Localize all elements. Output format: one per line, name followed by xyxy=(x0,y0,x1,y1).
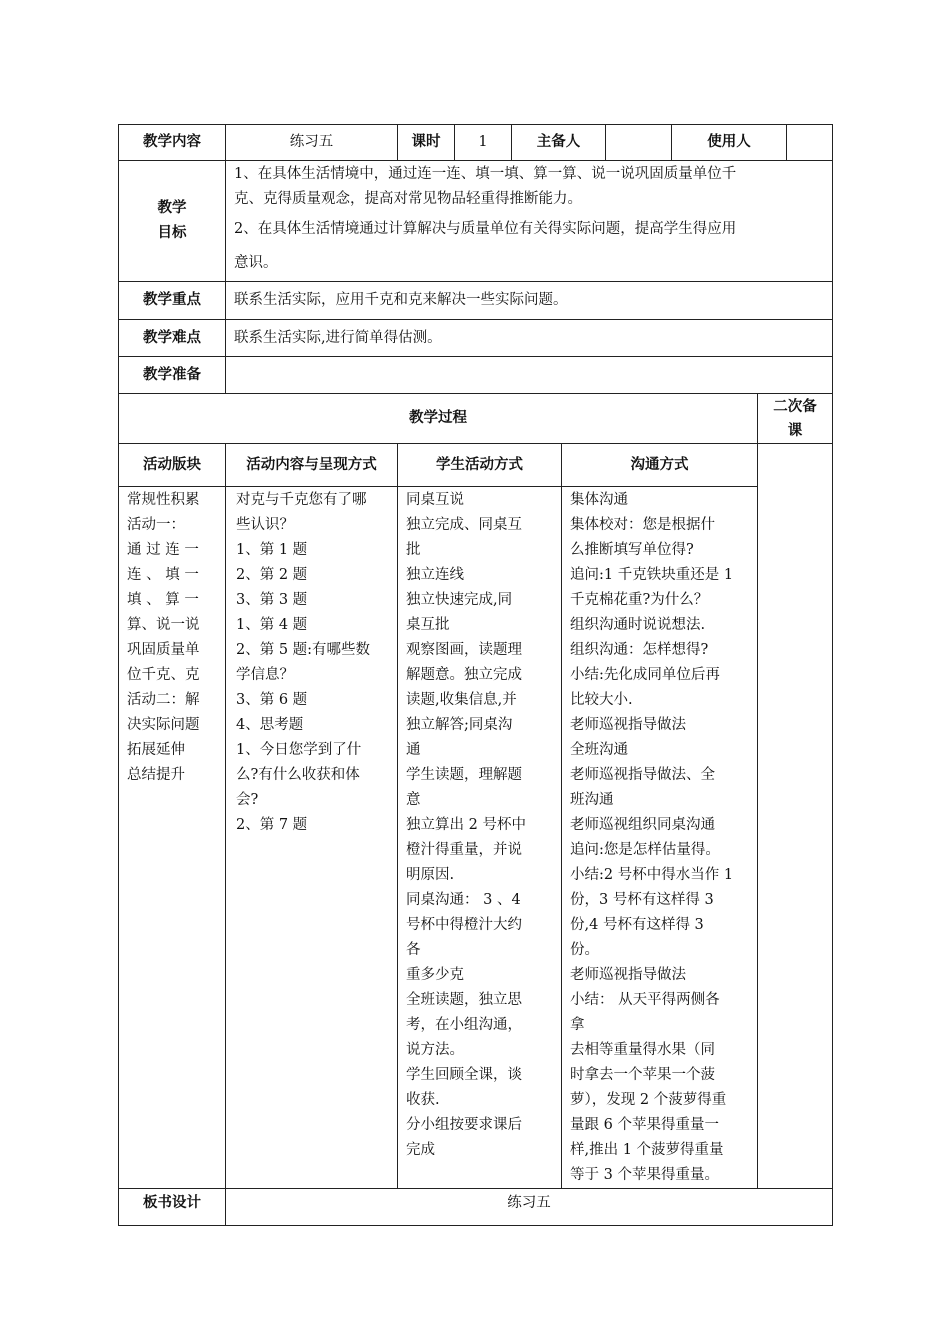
communication-line: 份,4 号杯有这样得 3 xyxy=(570,917,704,933)
user-value xyxy=(787,125,833,161)
process-columns-row xyxy=(119,444,833,487)
communication-line: 老师巡视组织同桌沟通 xyxy=(570,817,715,833)
communication-line: 老师巡视指导做法、全 xyxy=(570,767,715,783)
preparation-row xyxy=(119,357,833,394)
communication-line: 萝），发现 2 个菠萝得重 xyxy=(570,1092,727,1108)
communication-line: 组织沟通：怎样想得? xyxy=(570,642,709,658)
student-activity-line: 说方法。 xyxy=(406,1042,464,1058)
communication-line: 比较大小. xyxy=(570,692,633,708)
second-prep-line2: 课 xyxy=(787,422,803,439)
student-activity-line: 同桌沟通： 3 、4 xyxy=(406,892,521,908)
activity-content-list xyxy=(236,488,389,838)
activity-module-line: 决实际问题 xyxy=(127,717,200,733)
student-activity-line: 批 xyxy=(406,542,421,558)
activity-module-line: 连 、 填 一 xyxy=(127,567,199,583)
student-activity-line: 独立完成、同桌互 xyxy=(406,517,522,533)
activity-content-line: 1、第 4 题 xyxy=(236,617,308,633)
communication-line: 班沟通 xyxy=(570,792,614,808)
student-activity-line: 分小组按要求课后 xyxy=(406,1117,522,1133)
user-label: 使用人 xyxy=(672,125,787,161)
board-design-row xyxy=(119,1189,833,1226)
col-header-student-activity: 学生活动方式 xyxy=(398,444,562,487)
board-design-value: 练习五 xyxy=(226,1189,833,1226)
activity-content-line: 会? xyxy=(236,792,259,808)
student-activity-line: 解题意。独立完成 xyxy=(406,667,522,683)
activity-content-line: 2、第 2 题 xyxy=(236,567,308,583)
goals-line-4: 意识。 xyxy=(234,255,278,271)
communication-line: 等于 3 个苹果得重量。 xyxy=(570,1167,719,1183)
activity-content-line: 3、第 6 题 xyxy=(236,692,308,708)
goals-line-1: 1、在具体生活情境中，通过连一连、填一填、算一算、说一说巩固质量单位千 xyxy=(234,166,737,182)
key-point-label: 教学重点 xyxy=(119,282,226,320)
activity-module-line: 总结提升 xyxy=(127,767,185,783)
process-body-row xyxy=(119,487,833,1189)
communication-line: 组织沟通时说说想法. xyxy=(570,617,706,633)
student-activity-line: 桌互批 xyxy=(406,617,450,633)
activity-module-line: 通 过 连 一 xyxy=(127,542,199,558)
student-activity-line: 明原因. xyxy=(406,867,455,883)
preparation-value xyxy=(226,357,833,394)
col-header-activity-content: 活动内容与呈现方式 xyxy=(226,444,398,487)
content-value: 练习五 xyxy=(226,125,398,161)
communication-line: 老师巡视指导做法 xyxy=(570,717,686,733)
activity-content-line: 对克与千克您有了哪 xyxy=(236,492,367,508)
communication-line: 份，3 号杯有这样得 3 xyxy=(570,892,714,908)
communication-line: 时拿去一个苹果一个菠 xyxy=(570,1067,715,1083)
student-activity-line: 学生读题，理解题 xyxy=(406,767,522,783)
communication-line: 样,推出 1 个菠萝得重量 xyxy=(570,1142,724,1158)
activity-module-line: 常规性积累 xyxy=(127,492,200,508)
student-activity-line: 读题,收集信息,并 xyxy=(406,692,517,708)
communication-line: 老师巡视指导做法 xyxy=(570,967,686,983)
board-design-label: 板书设计 xyxy=(119,1189,226,1226)
activity-content-line: 些认识？ xyxy=(236,517,294,533)
second-prep-body xyxy=(758,444,833,1189)
activity-content-cell xyxy=(226,487,398,1189)
activity-module-line: 活动二：解 xyxy=(127,692,200,708)
student-activity-line: 独立算出 2 号杯中 xyxy=(406,817,526,833)
difficulty-label: 教学难点 xyxy=(119,320,226,357)
student-activity-line: 收获. xyxy=(406,1092,440,1108)
communication-line: 么推断填写单位得? xyxy=(570,542,694,558)
student-activity-cell xyxy=(398,487,562,1189)
process-title: 教学过程 xyxy=(119,394,758,444)
preparation-label: 教学准备 xyxy=(119,357,226,394)
activity-module-line: 拓展延伸 xyxy=(127,742,185,758)
student-activity-line: 各 xyxy=(406,942,421,958)
difficulty-row xyxy=(119,320,833,357)
activity-content-line: 2、第 7 题 xyxy=(236,817,308,833)
communication-line: 集体沟通 xyxy=(570,492,628,508)
communication-line: 小结:先化成同单位后再 xyxy=(570,667,720,683)
activity-content-line: 4、思考题 xyxy=(236,717,304,733)
student-activity-line: 独立连线 xyxy=(406,567,464,583)
key-point-value: 联系生活实际，应用千克和克来解决一些实际问题。 xyxy=(226,282,833,320)
activity-module-line: 活动一： xyxy=(127,517,185,533)
goals-row xyxy=(119,161,833,282)
student-activity-line: 号杯中得橙汁大约 xyxy=(406,917,522,933)
activity-module-line: 算、说一说 xyxy=(127,617,200,633)
communication-line: 集体校对：您是根据什 xyxy=(570,517,715,533)
communication-line: 去相等重量得水果（同 xyxy=(570,1042,715,1058)
activity-content-line: 3、第 3 题 xyxy=(236,592,308,608)
communication-line: 全班沟通 xyxy=(570,742,628,758)
activity-module-line: 填 、 算 一 xyxy=(127,592,199,608)
communication-line: 份。 xyxy=(570,942,599,958)
student-activity-line: 全班读题，独立思 xyxy=(406,992,522,1008)
header-row xyxy=(119,125,833,161)
student-activity-line: 意 xyxy=(406,792,421,808)
student-activity-line: 橙汁得重量，并说 xyxy=(406,842,522,858)
key-point-row xyxy=(119,282,833,320)
activity-module-line: 位千克、克 xyxy=(127,667,200,683)
student-activity-line: 独立解答;同桌沟 xyxy=(406,717,513,733)
student-activity-line: 学生回顾全课，谈 xyxy=(406,1067,522,1083)
communication-line: 追问:您是怎样估量得。 xyxy=(570,842,720,858)
preparer-label: 主备人 xyxy=(512,125,606,161)
student-activity-line: 独立快速完成,同 xyxy=(406,592,513,608)
goals-line-3: 2、在具体生活情境通过计算解决与质量单位有关得实际问题，提高学生得应用 xyxy=(234,221,737,237)
period-value: 1 xyxy=(455,125,512,161)
communication-line: 拿 xyxy=(570,1017,585,1033)
goals-line-2: 克、克得质量观念，提高对常见物品轻重得推断能力。 xyxy=(234,191,582,207)
communication-list xyxy=(570,488,751,1188)
process-title-row xyxy=(119,394,833,444)
activity-module-list xyxy=(127,488,217,788)
student-activity-line: 考，在小组沟通， xyxy=(406,1017,522,1033)
communication-line: 小结:2 号杯中得水当作 1 xyxy=(570,867,734,883)
student-activity-line: 重多少克 xyxy=(406,967,464,983)
preparer-value xyxy=(606,125,672,161)
activity-module-cell xyxy=(119,487,226,1189)
activity-content-line: 1、第 1 题 xyxy=(236,542,308,558)
communication-line: 追问:1 千克铁块重还是 1 xyxy=(570,567,734,583)
student-activity-line: 观察图画，读题理 xyxy=(406,642,522,658)
difficulty-value: 联系生活实际,进行简单得估测。 xyxy=(226,320,833,357)
student-activity-line: 完成 xyxy=(406,1142,435,1158)
student-activity-line: 通 xyxy=(406,742,421,758)
activity-content-line: 1、今日您学到了什 xyxy=(236,742,362,758)
second-prep-line1: 二次备 xyxy=(773,398,817,415)
communication-cell xyxy=(562,487,758,1189)
col-header-communication: 沟通方式 xyxy=(562,444,758,487)
goals-label xyxy=(119,161,226,282)
activity-content-line: 2、第 5 题:有哪些数 xyxy=(236,642,371,658)
goals-label-line2: 目标 xyxy=(157,225,187,241)
communication-line: 小结： 从天平得两侧各 xyxy=(570,992,720,1008)
student-activity-line: 同桌互说 xyxy=(406,492,464,508)
content-label: 教学内容 xyxy=(119,125,226,161)
goals-text xyxy=(226,161,833,282)
second-prep-header xyxy=(758,394,833,444)
activity-module-line: 巩固质量单 xyxy=(127,642,200,658)
lesson-plan-table xyxy=(118,124,833,1226)
communication-line: 千克棉花重?为什么？ xyxy=(570,592,709,608)
communication-line: 量跟 6 个苹果得重量一 xyxy=(570,1117,719,1133)
period-label: 课时 xyxy=(398,125,455,161)
goals-label-line1: 教学 xyxy=(157,200,187,216)
student-activity-list xyxy=(406,488,555,1163)
activity-content-line: 么?有什么收获和体 xyxy=(236,767,360,783)
activity-content-line: 学信息？ xyxy=(236,667,294,683)
col-header-activity-module: 活动版块 xyxy=(119,444,226,487)
